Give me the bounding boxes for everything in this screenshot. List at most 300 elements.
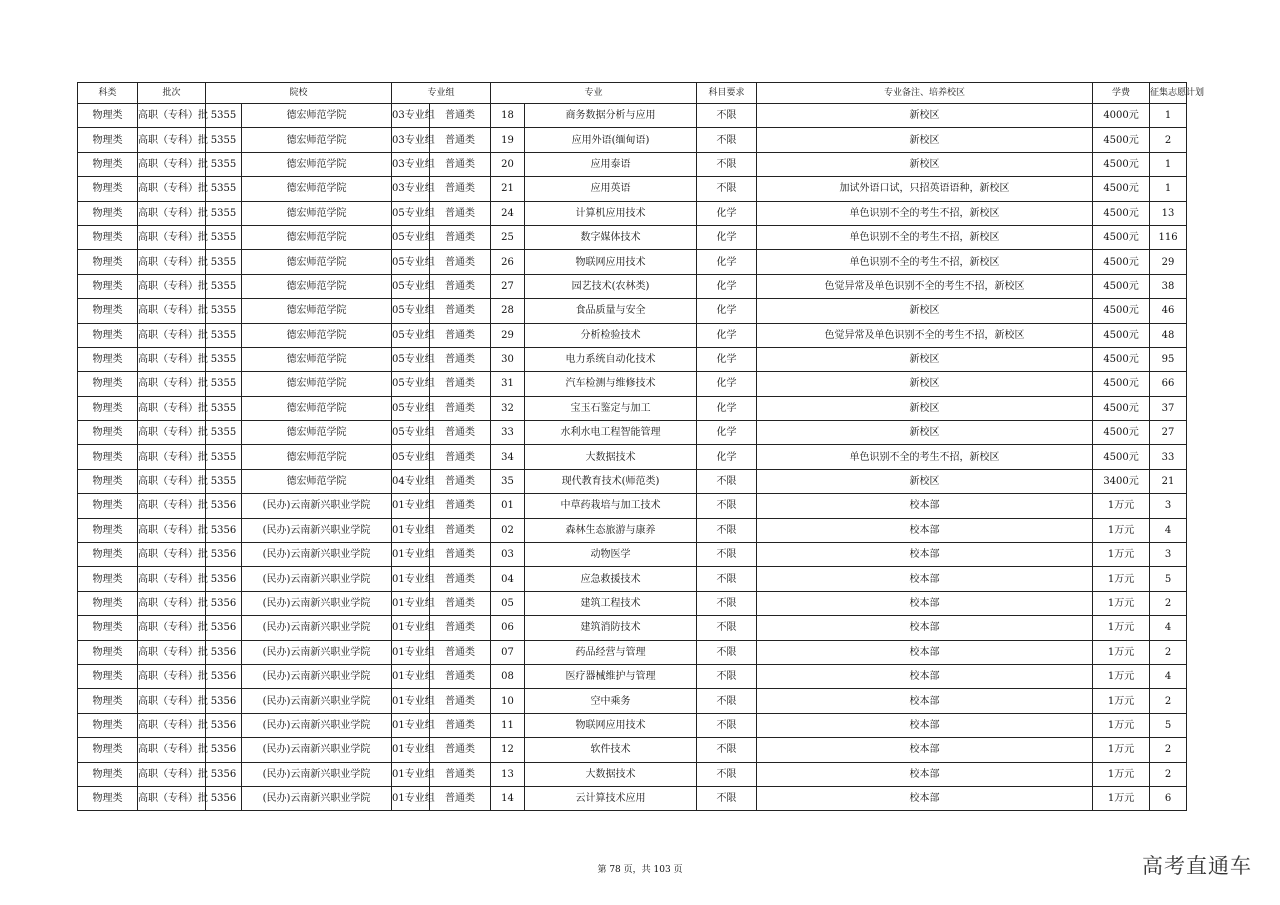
table-row bbox=[78, 274, 1187, 298]
cell-plan: 2 bbox=[1150, 762, 1187, 786]
cell-notes: 新校区 bbox=[757, 128, 1093, 152]
cell-plan: 3 bbox=[1150, 494, 1187, 518]
cell-group-type: 普通类 bbox=[430, 445, 491, 469]
cell-subject: 不限 bbox=[697, 543, 757, 567]
cell-subject: 化学 bbox=[697, 445, 757, 469]
cell-plan: 4 bbox=[1150, 616, 1187, 640]
cell-major-name: 商务数据分析与应用 bbox=[525, 104, 697, 128]
cell-tuition: 4500元 bbox=[1093, 152, 1150, 176]
cell-major-code: 31 bbox=[491, 372, 525, 396]
cell-group: 05专业组 bbox=[392, 323, 430, 347]
cell-group-type: 普通类 bbox=[430, 128, 491, 152]
cell-plan: 1 bbox=[1150, 152, 1187, 176]
cell-group-type: 普通类 bbox=[430, 738, 491, 762]
cell-subject: 化学 bbox=[697, 250, 757, 274]
cell-school-code: 5355 bbox=[206, 177, 242, 201]
cell-school-name: (民办)云南新兴职业学院 bbox=[242, 494, 392, 518]
cell-school-code: 5355 bbox=[206, 372, 242, 396]
cell-tuition: 4500元 bbox=[1093, 177, 1150, 201]
cell-subject: 不限 bbox=[697, 713, 757, 737]
cell-notes: 校本部 bbox=[757, 591, 1093, 615]
cell-batch: 高职（专科）批 bbox=[138, 177, 206, 201]
cell-batch: 高职（专科）批 bbox=[138, 152, 206, 176]
cell-category: 物理类 bbox=[78, 567, 138, 591]
cell-major-name: 应用泰语 bbox=[525, 152, 697, 176]
cell-school-name: 德宏师范学院 bbox=[242, 347, 392, 371]
cell-school-code: 5355 bbox=[206, 299, 242, 323]
cell-tuition: 4000元 bbox=[1093, 104, 1150, 128]
cell-subject: 不限 bbox=[697, 177, 757, 201]
table-row bbox=[78, 762, 1187, 786]
cell-school-name: 德宏师范学院 bbox=[242, 445, 392, 469]
cell-plan: 1 bbox=[1150, 104, 1187, 128]
cell-notes: 单色识别不全的考生不招，新校区 bbox=[757, 445, 1093, 469]
cell-group-type: 普通类 bbox=[430, 225, 491, 249]
cell-school-code: 5355 bbox=[206, 128, 242, 152]
cell-tuition: 1万元 bbox=[1093, 713, 1150, 737]
cell-school-name: 德宏师范学院 bbox=[242, 104, 392, 128]
cell-school-code: 5356 bbox=[206, 762, 242, 786]
cell-group: 01专业组 bbox=[392, 689, 430, 713]
cell-category: 物理类 bbox=[78, 494, 138, 518]
cell-school-name: 德宏师范学院 bbox=[242, 177, 392, 201]
cell-tuition: 1万元 bbox=[1093, 494, 1150, 518]
cell-notes: 校本部 bbox=[757, 762, 1093, 786]
cell-plan: 5 bbox=[1150, 567, 1187, 591]
cell-batch: 高职（专科）批 bbox=[138, 664, 206, 688]
table-row bbox=[78, 616, 1187, 640]
page-footer: 第 78 页，共 103 页 bbox=[597, 865, 683, 875]
cell-category: 物理类 bbox=[78, 201, 138, 225]
cell-plan: 66 bbox=[1150, 372, 1187, 396]
cell-major-name: 园艺技术(农林类) bbox=[525, 274, 697, 298]
cell-major-code: 04 bbox=[491, 567, 525, 591]
cell-batch: 高职（专科）批 bbox=[138, 128, 206, 152]
cell-major-name: 大数据技术 bbox=[525, 445, 697, 469]
cell-tuition: 4500元 bbox=[1093, 128, 1150, 152]
cell-group-type: 普通类 bbox=[430, 786, 491, 810]
cell-batch: 高职（专科）批 bbox=[138, 591, 206, 615]
cell-plan: 6 bbox=[1150, 786, 1187, 810]
cell-tuition: 4500元 bbox=[1093, 250, 1150, 274]
cell-major-name: 药品经营与管理 bbox=[525, 640, 697, 664]
cell-group: 01专业组 bbox=[392, 616, 430, 640]
cell-batch: 高职（专科）批 bbox=[138, 104, 206, 128]
table-row bbox=[78, 786, 1187, 810]
cell-batch: 高职（专科）批 bbox=[138, 786, 206, 810]
cell-plan: 2 bbox=[1150, 689, 1187, 713]
cell-plan: 27 bbox=[1150, 421, 1187, 445]
cell-category: 物理类 bbox=[78, 738, 138, 762]
cell-notes: 校本部 bbox=[757, 543, 1093, 567]
cell-group-type: 普通类 bbox=[430, 323, 491, 347]
cell-category: 物理类 bbox=[78, 445, 138, 469]
table-row bbox=[78, 664, 1187, 688]
cell-major-code: 05 bbox=[491, 591, 525, 615]
cell-group: 01专业组 bbox=[392, 713, 430, 737]
cell-school-name: 德宏师范学院 bbox=[242, 323, 392, 347]
cell-school-code: 5356 bbox=[206, 738, 242, 762]
cell-school-code: 5355 bbox=[206, 104, 242, 128]
cell-school-code: 5355 bbox=[206, 201, 242, 225]
cell-school-name: 德宏师范学院 bbox=[242, 396, 392, 420]
cell-school-code: 5355 bbox=[206, 152, 242, 176]
cell-group: 05专业组 bbox=[392, 372, 430, 396]
cell-category: 物理类 bbox=[78, 152, 138, 176]
cell-group-type: 普通类 bbox=[430, 469, 491, 493]
cell-school-name: 德宏师范学院 bbox=[242, 201, 392, 225]
cell-major-code: 06 bbox=[491, 616, 525, 640]
cell-major-code: 10 bbox=[491, 689, 525, 713]
cell-group-type: 普通类 bbox=[430, 274, 491, 298]
cell-major-code: 08 bbox=[491, 664, 525, 688]
cell-plan: 1 bbox=[1150, 177, 1187, 201]
cell-major-name: 应急救援技术 bbox=[525, 567, 697, 591]
cell-group: 01专业组 bbox=[392, 494, 430, 518]
cell-notes: 加试外语口试，只招英语语种，新校区 bbox=[757, 177, 1093, 201]
cell-group-type: 普通类 bbox=[430, 543, 491, 567]
cell-category: 物理类 bbox=[78, 274, 138, 298]
cell-tuition: 4500元 bbox=[1093, 421, 1150, 445]
cell-school-code: 5356 bbox=[206, 713, 242, 737]
cell-batch: 高职（专科）批 bbox=[138, 494, 206, 518]
cell-notes: 校本部 bbox=[757, 664, 1093, 688]
cell-major-code: 33 bbox=[491, 421, 525, 445]
cell-plan: 4 bbox=[1150, 518, 1187, 542]
header-major: 专业 bbox=[491, 83, 697, 104]
cell-category: 物理类 bbox=[78, 372, 138, 396]
cell-school-name: 德宏师范学院 bbox=[242, 469, 392, 493]
cell-notes: 新校区 bbox=[757, 421, 1093, 445]
cell-tuition: 4500元 bbox=[1093, 372, 1150, 396]
cell-major-code: 25 bbox=[491, 225, 525, 249]
cell-major-code: 11 bbox=[491, 713, 525, 737]
cell-notes: 校本部 bbox=[757, 786, 1093, 810]
cell-batch: 高职（专科）批 bbox=[138, 518, 206, 542]
cell-tuition: 4500元 bbox=[1093, 299, 1150, 323]
table-row bbox=[78, 713, 1187, 737]
cell-batch: 高职（专科）批 bbox=[138, 689, 206, 713]
cell-category: 物理类 bbox=[78, 591, 138, 615]
cell-group-type: 普通类 bbox=[430, 299, 491, 323]
table-row bbox=[78, 469, 1187, 493]
cell-school-code: 5356 bbox=[206, 567, 242, 591]
cell-school-name: (民办)云南新兴职业学院 bbox=[242, 713, 392, 737]
cell-major-name: 大数据技术 bbox=[525, 762, 697, 786]
cell-major-code: 30 bbox=[491, 347, 525, 371]
table-row bbox=[78, 372, 1187, 396]
cell-batch: 高职（专科）批 bbox=[138, 616, 206, 640]
table-row bbox=[78, 323, 1187, 347]
cell-notes: 新校区 bbox=[757, 152, 1093, 176]
table-row bbox=[78, 738, 1187, 762]
cell-major-name: 物联网应用技术 bbox=[525, 713, 697, 737]
cell-tuition: 3400元 bbox=[1093, 469, 1150, 493]
cell-group: 05专业组 bbox=[392, 445, 430, 469]
cell-major-code: 18 bbox=[491, 104, 525, 128]
cell-group: 05专业组 bbox=[392, 396, 430, 420]
cell-school-name: (民办)云南新兴职业学院 bbox=[242, 738, 392, 762]
table-row bbox=[78, 567, 1187, 591]
cell-subject: 不限 bbox=[697, 128, 757, 152]
cell-major-code: 26 bbox=[491, 250, 525, 274]
cell-major-code: 27 bbox=[491, 274, 525, 298]
cell-batch: 高职（专科）批 bbox=[138, 225, 206, 249]
cell-group: 01专业组 bbox=[392, 664, 430, 688]
cell-notes: 新校区 bbox=[757, 299, 1093, 323]
cell-subject: 不限 bbox=[697, 664, 757, 688]
cell-group: 01专业组 bbox=[392, 567, 430, 591]
cell-school-name: (民办)云南新兴职业学院 bbox=[242, 518, 392, 542]
table-row bbox=[78, 421, 1187, 445]
cell-subject: 化学 bbox=[697, 299, 757, 323]
cell-category: 物理类 bbox=[78, 299, 138, 323]
cell-major-name: 中草药栽培与加工技术 bbox=[525, 494, 697, 518]
cell-school-name: 德宏师范学院 bbox=[242, 152, 392, 176]
cell-batch: 高职（专科）批 bbox=[138, 469, 206, 493]
cell-major-name: 数字媒体技术 bbox=[525, 225, 697, 249]
cell-subject: 不限 bbox=[697, 762, 757, 786]
cell-school-code: 5355 bbox=[206, 323, 242, 347]
cell-group-type: 普通类 bbox=[430, 421, 491, 445]
cell-major-code: 03 bbox=[491, 543, 525, 567]
cell-category: 物理类 bbox=[78, 250, 138, 274]
cell-major-name: 云计算技术应用 bbox=[525, 786, 697, 810]
cell-school-name: 德宏师范学院 bbox=[242, 274, 392, 298]
cell-plan: 116 bbox=[1150, 225, 1187, 249]
cell-group: 01专业组 bbox=[392, 591, 430, 615]
header-notes: 专业备注、培养校区 bbox=[757, 83, 1093, 104]
cell-major-name: 软件技术 bbox=[525, 738, 697, 762]
cell-group: 04专业组 bbox=[392, 469, 430, 493]
cell-major-name: 电力系统自动化技术 bbox=[525, 347, 697, 371]
cell-school-code: 5356 bbox=[206, 591, 242, 615]
cell-group: 01专业组 bbox=[392, 543, 430, 567]
cell-group-type: 普通类 bbox=[430, 177, 491, 201]
cell-tuition: 1万元 bbox=[1093, 543, 1150, 567]
cell-subject: 不限 bbox=[697, 689, 757, 713]
cell-major-code: 19 bbox=[491, 128, 525, 152]
cell-school-code: 5356 bbox=[206, 518, 242, 542]
cell-subject: 不限 bbox=[697, 104, 757, 128]
cell-subject: 化学 bbox=[697, 225, 757, 249]
cell-school-name: (民办)云南新兴职业学院 bbox=[242, 640, 392, 664]
cell-major-code: 32 bbox=[491, 396, 525, 420]
cell-school-name: (民办)云南新兴职业学院 bbox=[242, 591, 392, 615]
cell-category: 物理类 bbox=[78, 640, 138, 664]
header-tuition: 学费 bbox=[1093, 83, 1150, 104]
cell-major-code: 01 bbox=[491, 494, 525, 518]
cell-plan: 95 bbox=[1150, 347, 1187, 371]
cell-school-name: 德宏师范学院 bbox=[242, 372, 392, 396]
cell-category: 物理类 bbox=[78, 396, 138, 420]
cell-school-code: 5355 bbox=[206, 225, 242, 249]
cell-tuition: 1万元 bbox=[1093, 640, 1150, 664]
admissions-table bbox=[77, 82, 1205, 811]
cell-notes: 新校区 bbox=[757, 372, 1093, 396]
cell-tuition: 4500元 bbox=[1093, 396, 1150, 420]
cell-major-code: 14 bbox=[491, 786, 525, 810]
cell-notes: 新校区 bbox=[757, 347, 1093, 371]
cell-category: 物理类 bbox=[78, 128, 138, 152]
cell-tuition: 1万元 bbox=[1093, 567, 1150, 591]
cell-tuition: 1万元 bbox=[1093, 738, 1150, 762]
table-row bbox=[78, 640, 1187, 664]
cell-notes: 校本部 bbox=[757, 518, 1093, 542]
cell-tuition: 1万元 bbox=[1093, 664, 1150, 688]
cell-plan: 2 bbox=[1150, 640, 1187, 664]
cell-major-code: 12 bbox=[491, 738, 525, 762]
cell-category: 物理类 bbox=[78, 664, 138, 688]
cell-group-type: 普通类 bbox=[430, 616, 491, 640]
cell-plan: 4 bbox=[1150, 664, 1187, 688]
cell-tuition: 1万元 bbox=[1093, 591, 1150, 615]
cell-group-type: 普通类 bbox=[430, 689, 491, 713]
cell-subject: 不限 bbox=[697, 786, 757, 810]
cell-group: 05专业组 bbox=[392, 347, 430, 371]
cell-batch: 高职（专科）批 bbox=[138, 250, 206, 274]
cell-major-name: 计算机应用技术 bbox=[525, 201, 697, 225]
cell-batch: 高职（专科）批 bbox=[138, 274, 206, 298]
cell-school-name: (民办)云南新兴职业学院 bbox=[242, 762, 392, 786]
cell-subject: 不限 bbox=[697, 494, 757, 518]
cell-group-type: 普通类 bbox=[430, 250, 491, 274]
cell-school-code: 5355 bbox=[206, 274, 242, 298]
cell-notes: 校本部 bbox=[757, 738, 1093, 762]
cell-group: 01专业组 bbox=[392, 518, 430, 542]
cell-major-name: 动物医学 bbox=[525, 543, 697, 567]
cell-subject: 不限 bbox=[697, 738, 757, 762]
table-body bbox=[78, 104, 1187, 811]
cell-major-name: 建筑工程技术 bbox=[525, 591, 697, 615]
cell-subject: 化学 bbox=[697, 347, 757, 371]
cell-notes: 校本部 bbox=[757, 567, 1093, 591]
cell-school-code: 5356 bbox=[206, 543, 242, 567]
header-school: 院校 bbox=[206, 83, 392, 104]
cell-plan: 46 bbox=[1150, 299, 1187, 323]
cell-major-name: 分析检验技术 bbox=[525, 323, 697, 347]
cell-batch: 高职（专科）批 bbox=[138, 543, 206, 567]
cell-batch: 高职（专科）批 bbox=[138, 323, 206, 347]
cell-notes: 单色识别不全的考生不招，新校区 bbox=[757, 201, 1093, 225]
cell-school-code: 5355 bbox=[206, 421, 242, 445]
table-row bbox=[78, 543, 1187, 567]
cell-plan: 33 bbox=[1150, 445, 1187, 469]
cell-tuition: 1万元 bbox=[1093, 518, 1150, 542]
cell-school-code: 5355 bbox=[206, 445, 242, 469]
cell-notes: 单色识别不全的考生不招，新校区 bbox=[757, 250, 1093, 274]
table-row bbox=[78, 128, 1187, 152]
cell-category: 物理类 bbox=[78, 421, 138, 445]
cell-tuition: 1万元 bbox=[1093, 689, 1150, 713]
cell-plan: 29 bbox=[1150, 250, 1187, 274]
cell-school-name: 德宏师范学院 bbox=[242, 250, 392, 274]
cell-school-name: (民办)云南新兴职业学院 bbox=[242, 689, 392, 713]
cell-group-type: 普通类 bbox=[430, 201, 491, 225]
cell-major-code: 07 bbox=[491, 640, 525, 664]
cell-batch: 高职（专科）批 bbox=[138, 762, 206, 786]
cell-plan: 37 bbox=[1150, 396, 1187, 420]
cell-group-type: 普通类 bbox=[430, 518, 491, 542]
cell-tuition: 4500元 bbox=[1093, 201, 1150, 225]
cell-major-name: 宝玉石鉴定与加工 bbox=[525, 396, 697, 420]
cell-group-type: 普通类 bbox=[430, 567, 491, 591]
cell-category: 物理类 bbox=[78, 518, 138, 542]
cell-notes: 校本部 bbox=[757, 640, 1093, 664]
table-row bbox=[78, 347, 1187, 371]
cell-subject: 化学 bbox=[697, 396, 757, 420]
cell-notes: 色觉异常及单色识别不全的考生不招，新校区 bbox=[757, 274, 1093, 298]
cell-major-name: 森林生态旅游与康养 bbox=[525, 518, 697, 542]
cell-subject: 化学 bbox=[697, 372, 757, 396]
cell-group-type: 普通类 bbox=[430, 372, 491, 396]
cell-major-code: 02 bbox=[491, 518, 525, 542]
cell-group-type: 普通类 bbox=[430, 591, 491, 615]
cell-plan: 13 bbox=[1150, 201, 1187, 225]
cell-school-name: (民办)云南新兴职业学院 bbox=[242, 543, 392, 567]
cell-batch: 高职（专科）批 bbox=[138, 567, 206, 591]
table-row bbox=[78, 299, 1187, 323]
cell-category: 物理类 bbox=[78, 347, 138, 371]
cell-notes: 色觉异常及单色识别不全的考生不招，新校区 bbox=[757, 323, 1093, 347]
cell-group: 03专业组 bbox=[392, 152, 430, 176]
cell-notes: 单色识别不全的考生不招，新校区 bbox=[757, 225, 1093, 249]
cell-tuition: 4500元 bbox=[1093, 347, 1150, 371]
cell-school-code: 5356 bbox=[206, 616, 242, 640]
cell-notes: 新校区 bbox=[757, 469, 1093, 493]
cell-group-type: 普通类 bbox=[430, 640, 491, 664]
cell-tuition: 4500元 bbox=[1093, 323, 1150, 347]
cell-school-code: 5355 bbox=[206, 469, 242, 493]
cell-group: 05专业组 bbox=[392, 421, 430, 445]
cell-school-code: 5355 bbox=[206, 347, 242, 371]
cell-school-code: 5356 bbox=[206, 786, 242, 810]
cell-category: 物理类 bbox=[78, 177, 138, 201]
cell-category: 物理类 bbox=[78, 323, 138, 347]
cell-school-code: 5356 bbox=[206, 689, 242, 713]
cell-school-name: 德宏师范学院 bbox=[242, 421, 392, 445]
cell-subject: 不限 bbox=[697, 567, 757, 591]
cell-major-name: 应用英语 bbox=[525, 177, 697, 201]
cell-notes: 新校区 bbox=[757, 396, 1093, 420]
cell-batch: 高职（专科）批 bbox=[138, 347, 206, 371]
cell-major-name: 空中乘务 bbox=[525, 689, 697, 713]
cell-major-name: 建筑消防技术 bbox=[525, 616, 697, 640]
cell-subject: 化学 bbox=[697, 201, 757, 225]
cell-major-code: 34 bbox=[491, 445, 525, 469]
table-row bbox=[78, 225, 1187, 249]
cell-major-name: 汽车检测与维修技术 bbox=[525, 372, 697, 396]
cell-subject: 不限 bbox=[697, 616, 757, 640]
table-row bbox=[78, 152, 1187, 176]
cell-batch: 高职（专科）批 bbox=[138, 738, 206, 762]
table-row bbox=[78, 445, 1187, 469]
cell-tuition: 4500元 bbox=[1093, 445, 1150, 469]
cell-batch: 高职（专科）批 bbox=[138, 421, 206, 445]
cell-subject: 不限 bbox=[697, 469, 757, 493]
table-row bbox=[78, 494, 1187, 518]
cell-major-name: 现代教育技术(师范类) bbox=[525, 469, 697, 493]
cell-batch: 高职（专科）批 bbox=[138, 299, 206, 323]
cell-plan: 3 bbox=[1150, 543, 1187, 567]
cell-notes: 校本部 bbox=[757, 494, 1093, 518]
table-row bbox=[78, 201, 1187, 225]
cell-plan: 5 bbox=[1150, 713, 1187, 737]
cell-subject: 化学 bbox=[697, 274, 757, 298]
cell-plan: 38 bbox=[1150, 274, 1187, 298]
cell-school-code: 5356 bbox=[206, 494, 242, 518]
cell-subject: 不限 bbox=[697, 518, 757, 542]
